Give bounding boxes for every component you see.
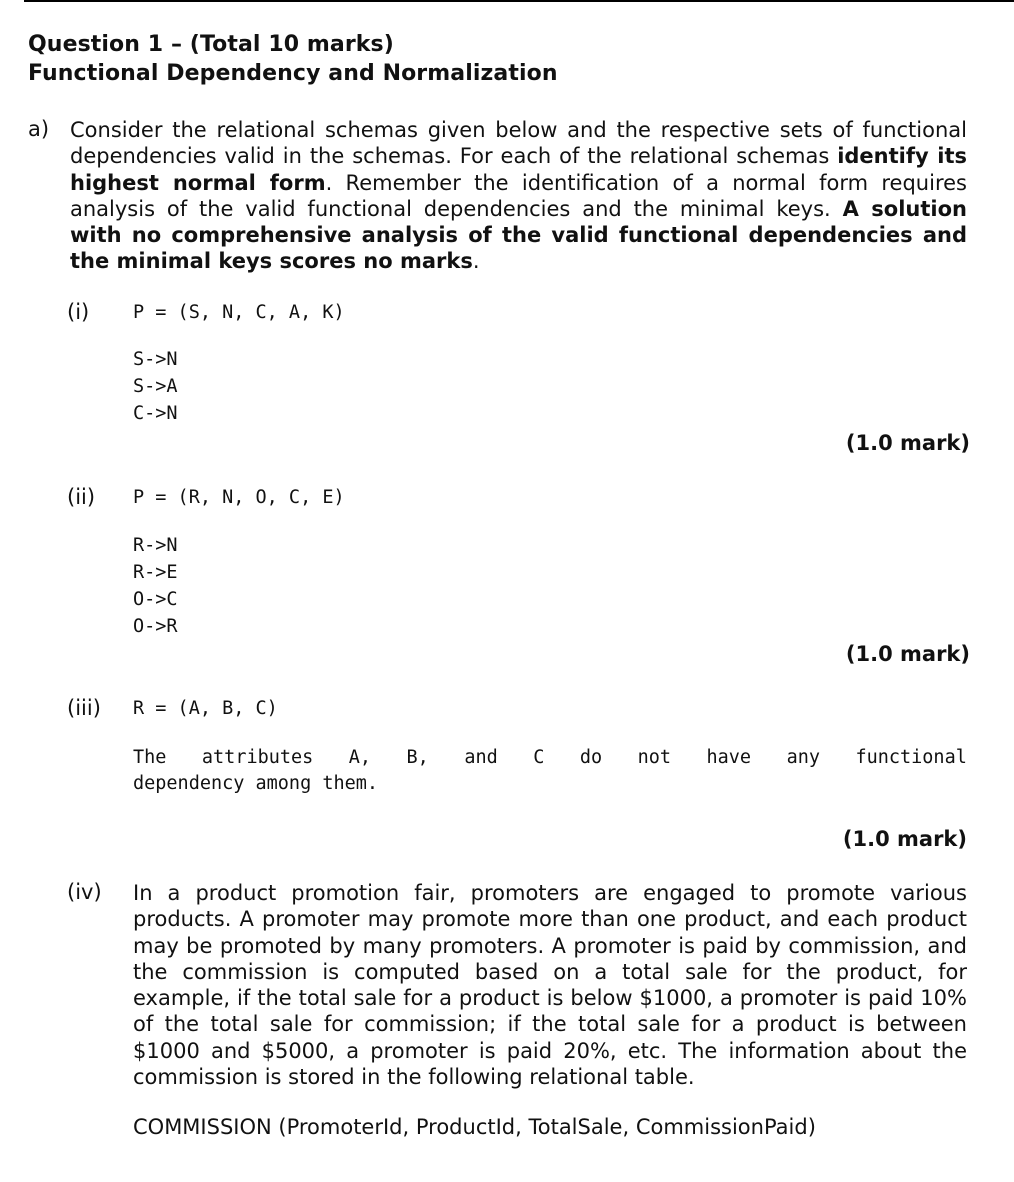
mark-ii: (1.0 mark): [845, 642, 970, 666]
schema-i: P = (S, N, C, A, K): [133, 302, 345, 323]
paragraph-iv: In a product promotion fair, promoters are engaged to promote various products. A promoter may promote more than one product, and each product may be promoted by many promoters. A promoter is paid by commission, and the commission is computed based on a total sale for the product, for example, if the total sale for a product is below $1000, a promoter is paid 10% of the total sale for commission; if the total sale for a product is between $1000 and $5000, a promoter is paid 20%, etc. The information about the commission is stored in the following relational table.: [133, 881, 967, 1090]
mark-i: (1.0 mark): [845, 431, 970, 455]
mark-iii: (1.0 mark): [842, 827, 967, 851]
top-rule: [24, 0, 1014, 2]
question-title: Question 1 – (Total 10 marks): [28, 32, 394, 57]
description-line: dependency among them.: [133, 773, 379, 794]
item-label-ii: (ii): [67, 485, 96, 509]
description-line: The attributes A, B, and C do not have any functional: [133, 747, 967, 768]
commission-table: COMMISSION (PromoterId, ProductId, TotalSale, CommissionPaid): [133, 1115, 816, 1139]
fd-item: O->C: [133, 589, 178, 610]
fd-item: S->N: [133, 349, 178, 370]
part-a-intro: Consider the relational schemas given below and the respective sets of functional dependencies valid in the schemas. For each of the relational schemas identify its highest normal form. Remember the identification of a normal form requires analysis of the valid functional dependencies and the minimal keys. A solution with no comprehensive analysis of the valid functional dependencies and the minimal keys scores no marks.: [70, 118, 967, 274]
fd-item: R->E: [133, 562, 178, 583]
description-iii: [133, 745, 967, 797]
item-label-iii: (iii): [67, 696, 101, 720]
schema-ii: P = (R, N, O, C, E): [133, 487, 345, 508]
fd-list-i: [133, 346, 178, 427]
fd-item: C->N: [133, 403, 178, 424]
question-subtitle: Functional Dependency and Normalization: [28, 61, 558, 86]
schema-iii: R = (A, B, C): [133, 698, 278, 719]
item-label-i: (i): [67, 300, 90, 324]
part-a-label: a): [28, 117, 50, 141]
fd-list-ii: [133, 532, 178, 640]
fd-item: O->R: [133, 616, 178, 637]
item-label-iv: (iv): [67, 880, 102, 904]
fd-item: S->A: [133, 376, 178, 397]
fd-item: R->N: [133, 535, 178, 556]
